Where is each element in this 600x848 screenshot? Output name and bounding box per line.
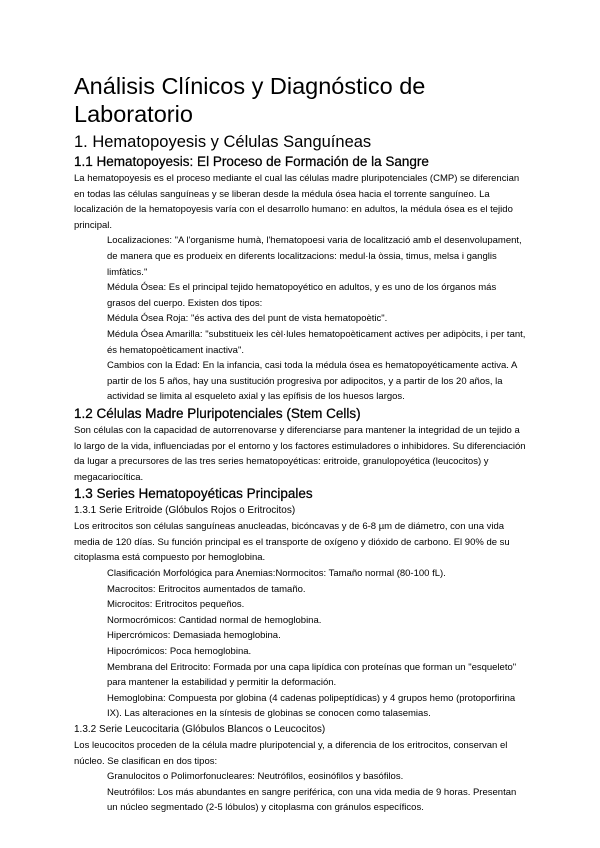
section-1-3-2-paragraph: Los leucocitos proceden de la célula madre pluripotencial y, a diferencia de los eritrocitos, conservan el núcleo. Se clasifican en dos tipos: (74, 740, 508, 767)
section-1-heading: 1. Hematopoyesis y Células Sanguíneas (74, 133, 372, 151)
section-1-1-list (74, 233, 527, 405)
section-1-3-1-paragraph: Los eritrocitos son células sanguíneas anucleadas, bicóncavas y de 6-8 µm de diámetro, con una vida media de 120 días. Su función principal es el transporte de oxígeno y dióxido de carbono. El 90% de su citoplasma está compuesto por hemoglobina. (74, 521, 510, 564)
section-1-3-2-heading: 1.3.2 Serie Leucocitaria (Glóbulos Blancos o Leucocitos) (74, 724, 326, 735)
section-1-3-heading: 1.3 Series Hematopoyéticas Principales (74, 486, 313, 502)
list-item: Médula Ósea Roja: "és activa des del punt de vista hematopoètic". (107, 313, 388, 325)
list-item: Hipercrómicos: Demasiada hemoglobina. (107, 630, 281, 642)
section-1-2-paragraph: Son células con la capacidad de autorrenovarse y diferenciarse para mantener la integridad de un tejido a lo largo de la vida, influenciadas por el entorno y los factores estimuladores o inhibidores. Su diferenciación da lugar a precursores de las tres series hematopoyéticas: eritroide, granulopoyética (leucocitos) y megacariocítica. (74, 424, 526, 483)
list-item: Normocrómicos: Cantidad normal de hemoglobina. (107, 614, 322, 626)
section-1-3-1-list (74, 566, 527, 722)
list-item: Cambios con la Edad: En la infancia, casi toda la médula ósea es hematopoyéticamente activa. A partir de los 5 años, hay una sustitución progresiva por adipocitos, y a partir de los 20 años, la actividad se limita al esqueleto axial y las epífisis de los huesos largos. (107, 360, 517, 403)
list-item: Médula Ósea: Es el principal tejido hematopoyético en adultos, y es uno de los órganos más grasos del cuerpo. Existen dos tipos: (107, 282, 497, 309)
list-item: Hipocrómicos: Poca hemoglobina. (107, 646, 252, 658)
list-item: Membrana del Eritrocito: Formada por una capa lipídica con proteínas que forman un "esqueleto" para mantener la estabilidad y permitir la deformación. (107, 661, 517, 689)
list-item: Microcitos: Eritrocitos pequeños. (107, 599, 245, 611)
section-1-1-heading: 1.1 Hematopoyesis: El Proceso de Formación de la Sangre (74, 154, 429, 169)
list-item: Granulocitos o Polimorfonucleares: Neutrófilos, eosinófilos y basófilos. (107, 771, 404, 783)
list-item: Clasificación Morfológica para Anemias:Normocitos: Tamaño normal (80-100 fL). (107, 568, 446, 580)
list-item: Localizaciones: "A l'organisme humà, l'hematopoesi varia de localització amb el desenvolupament, de manera que es produeix en diferents localitzacions: medul·la òssia, timus, melsa i ganglis limfàtics." (107, 235, 522, 278)
list-item: Neutrófilos: Los más abundantes en sangre periférica, con una vida media de 9 horas. Presentan un núcleo segmentado (2-5 lóbulos) y citoplasma con gránulos específicos. (107, 786, 517, 814)
section-1-3-2-list (74, 769, 527, 816)
list-item: Macrocitos: Eritrocitos aumentados de tamaño. (107, 583, 306, 595)
section-1-3-1-heading: 1.3.1 Serie Eritroide (Glóbulos Rojos o Eritrocitos) (74, 505, 296, 517)
document-title: Análisis Clínicos y Diagnóstico de Laboratorio (74, 73, 426, 127)
section-1-2-heading: 1.2 Células Madre Pluripotenciales (Stem Cells) (74, 405, 361, 421)
list-item: Médula Ósea Amarilla: "substitueix les cèl·lules hematopoèticament actives per adipòcits, i per tant, és hematopoèticament inactiva". (107, 328, 526, 356)
section-1-1-paragraph: La hematopoyesis es el proceso mediante el cual las células madre pluripotenciales (CMP) se diferencian en todas las células sanguíneas y se liberan desde la médula ósea hacia el torrente sanguíneo. La localización de la hematopoyesis varía con el desarrollo humano: en adultos, la médula ósea es el tejido principal. (74, 173, 520, 231)
list-item: Hemoglobina: Compuesta por globina (4 cadenas polipeptídicas) y 4 grupos hemo (protoporfirina IX). Las alteraciones en la síntesis de globinas se conocen como talasemias. (107, 692, 516, 720)
